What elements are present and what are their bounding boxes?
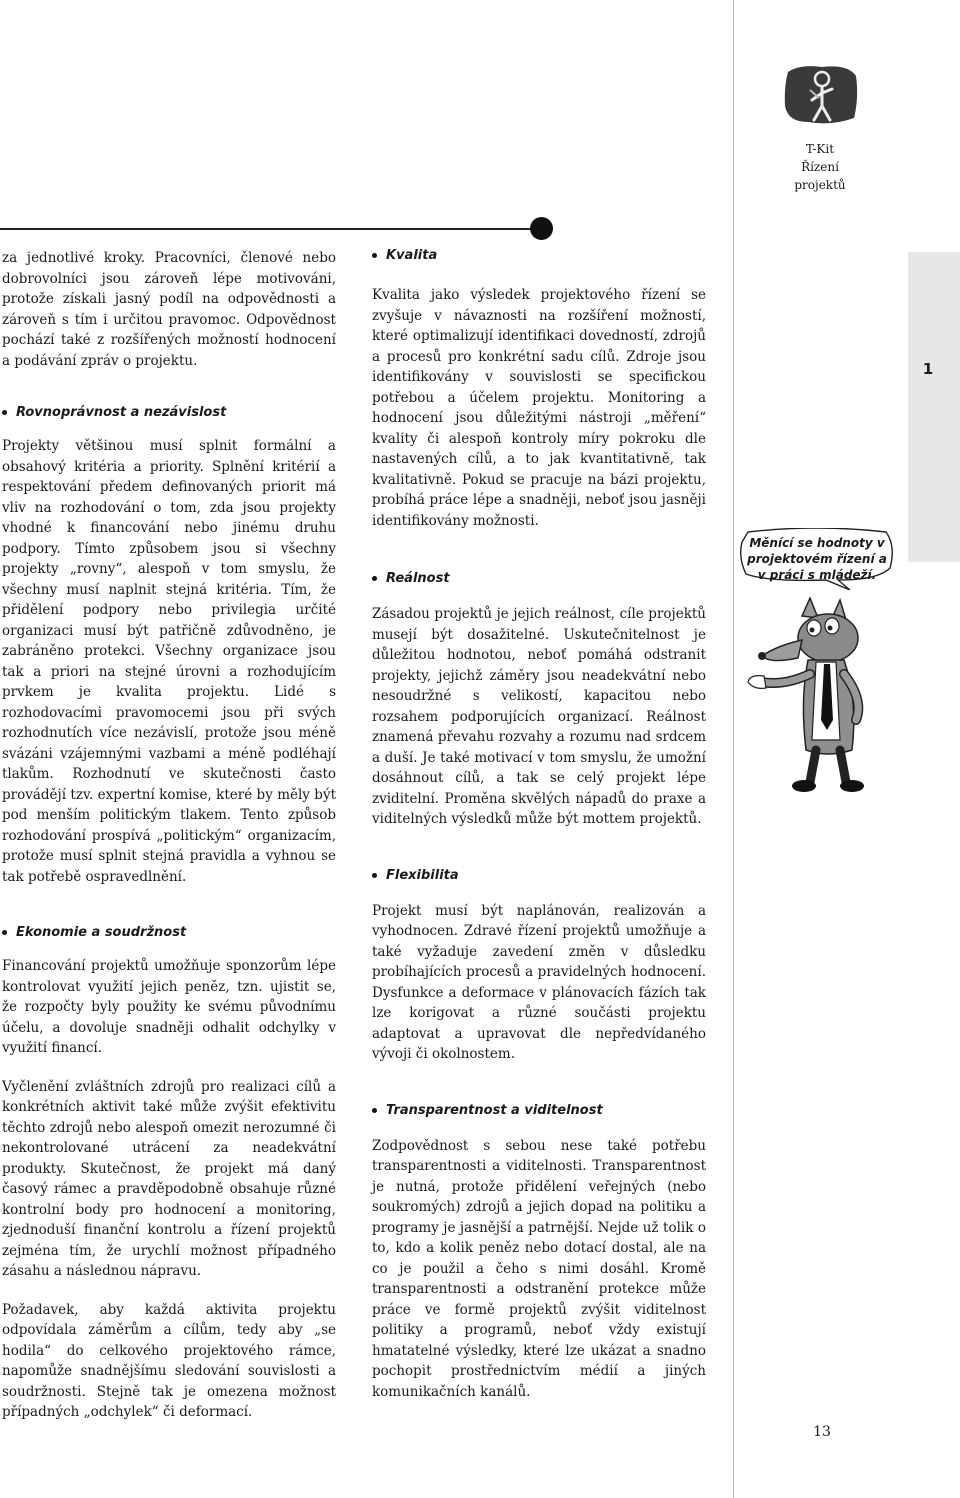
heading-text: Transparentnost a viditelnost — [386, 1102, 603, 1118]
mascot-illustration-icon — [740, 590, 890, 800]
section-heading — [372, 1103, 706, 1118]
bullet-icon — [2, 410, 7, 415]
section-heading — [372, 868, 706, 883]
heading-text: Flexibilita — [386, 867, 459, 883]
bullet-icon — [372, 253, 377, 258]
section-heading — [2, 925, 336, 940]
bullet-icon — [372, 1108, 377, 1113]
bullet-icon — [2, 930, 7, 935]
middle-column — [372, 248, 706, 1402]
tkit-line-1: T-Kit — [805, 142, 835, 156]
intro-paragraph: za jednotlivé kroky. Pracovníci, členové nebo dobrovolníci jsou zároveň lépe motivováni, protože získali jasný podíl na odpovědnosti a zároveň s tím i určitou pravomoc. Odpovědnost pochází také z rozšířených možností hodnocení a podávání zpráv o projektu. — [2, 250, 336, 369]
bullet-icon — [372, 576, 377, 581]
tkit-line-2: Řízení — [801, 160, 839, 174]
heading-text: Kvalita — [386, 248, 438, 263]
section-heading — [372, 571, 706, 586]
chapter-tab — [908, 252, 960, 562]
tkit-line-3: projektů — [794, 178, 846, 192]
tkit-logo-icon — [782, 62, 860, 130]
bullet-icon — [372, 873, 377, 878]
heading-text: Reálnost — [386, 571, 450, 586]
section-body: Požadavek, aby každá aktivita projektu odpovídala záměrům a cílům, tedy aby „se hodila“ do celkového projektového rámce, napomůže snadnějšímu sledování souvislosti a soudržnosti. Stejně tak je omezena možnost případných „odchylek“ či deformací. — [2, 1301, 336, 1420]
margin-divider-line — [733, 0, 734, 1498]
section-body: Zásadou projektů je jejich reálnost, cíle projektů musejí být dosažitelné. Uskutečnitelnost je důležitou hodnotou, neboť pomáhá odstranit projekty, jejichž záměry jsou neadekvátní nebo nesoudržné s velikostí, kapacitou nebo rozsahem podporujících organizací. Reálnost znamená převahu rozvahy a rozumu nad srdcem a duší. Je také motivací v tom smyslu, že umožní dosáhnout cílů, a tak se celý projekt lépe zviditelní. Proměna skvělých nápadů do praxe a viditelných výsledků může být mottem projektů. — [372, 606, 706, 827]
chapter-number: 1 — [922, 360, 934, 378]
speech-bubble-text: Měnící se hodnoty v projektovém řízení a v práci s mládeží. — [747, 536, 887, 582]
section-body: Projekty většinou musí splnit formální a obsahový kritéria a priority. Splnění kritérií a respektování předem definovaných priorit má vliv na rozhodování o tom, zda jsou projekty vhodné k financování nebo jinému druhu podpory. Tímto způsobem jsou si všechny projekty „rovny“, alespoň v tom smyslu, že všechny musí naplnit stejná kritéria. Tím, že přidělení podpory nebo privilegia určité organizaci musí být patřičně zdůvodněno, je zabráněno protekci. Všechny organizace jsou tak a priori na stejné úrovni a rozhodujícím prvkem je kvalita projektu. Lidé s rozhodovacími pravomocemi jsou při svých rozhodnutích více nezávislí, protože jsou méně svázáni vzájemnými vazbami a méně podléhají tlakům. Rozhodnutí ve skutečnosti často provádějí tzv. expertní komise, které by měly být pod menším politickým tlakem. Tento způsob rozhodování prospívá „politickým“ organizacím, protože musí splnit stejná pravidla a vyhnou se tak potřebě ospravedlnění. — [2, 438, 336, 885]
heading-text: Ekonomie a soudržnost — [16, 925, 187, 940]
header-rule-dot — [530, 217, 553, 240]
page-number: 13 — [813, 1424, 831, 1440]
section-body: Kvalita jako výsledek projektového řízení se zvyšuje v návaznosti na rozšíření možností, které optimalizují identifikaci dovedností, zdrojů a procesů pro konkrétní sadu cílů. Zdroje jsou identifikovány v souvislosti se specifickou potřebou a účelem projektu. Monitoring a hodnocení jsou důležitými nástroji „měření“ kvality či alespoň kontroly míry pokroku dle nastavených cílů, a to jak kvantitativně, tak kvalitativně. Pokud se pracuje na bázi projektu, probíhá práce lépe a snadněji, neboť jsou jasněji identifikovány možnosti. — [372, 287, 706, 529]
tkit-title — [740, 140, 900, 194]
section-body: Zodpovědnost s sebou nese také potřebu transparentnosti a viditelnosti. Transparentnost je nutná, protože přidělení veřejných (nebo soukromých) zdrojů a jejich dopad na politiku a programy je jasnější a patrnější. Nejde už tolik o to, kdo a kolik peněz nebo dotací dostal, ale na co je použil a čeho s nimi dosáhl. Kromě transparentnosti a odstranění protekce může práce ve formě projektů zvýšit viditelnost politiky a programů, neboť vždy existují hmatatelné výsledky, které lze ukázat a snadno pochopit prostřednictvím médií a jiných komunikačních kanálů. — [372, 1137, 706, 1400]
section-body: Vyčlenění zvláštních zdrojů pro realizaci cílů a konkrétních aktivit také může zvýšit efektivitu těchto zdrojů nebo alespoň omezit nerozumné či nekontrolované utrácení za neadekvátní produkty. Skutečnost, že projekt má daný časový rámec a pravděpodobně obsahuje různé kontrolní body pro hodnocení a monitoring, zjednoduší finanční kontrolu a řízení projektů zejména tím, že urychlí možnost případného zásahu a následnou nápravu. — [2, 1078, 336, 1279]
section-heading — [372, 248, 706, 263]
heading-text: Rovnoprávnost a nezávislost — [16, 405, 227, 420]
section-body: Projekt musí být naplánován, realizován a vyhodnocen. Zdravé řízení projektů umožňuje a také vyžaduje zavedení změn v důsledku probíhajících procesů a pravidelných hodnocení. Dysfunkce a deformace v plánovacích fázích tak lze korigovat a různé součásti projektu adaptovat a upravovat dle nepředvídaného vývoji či okolnostem. — [372, 902, 706, 1062]
left-column — [2, 248, 336, 1423]
header-rule — [0, 228, 538, 230]
section-heading — [2, 405, 336, 420]
section-body: Financování projektů umožňuje sponzorům lépe kontrolovat využití jejich peněz, tzn. ujistit se, že rozpočty byly použity ke svému původnímu účelu, a dovoluje snadněji odhalit odchylky v využití financí. — [2, 958, 336, 1056]
